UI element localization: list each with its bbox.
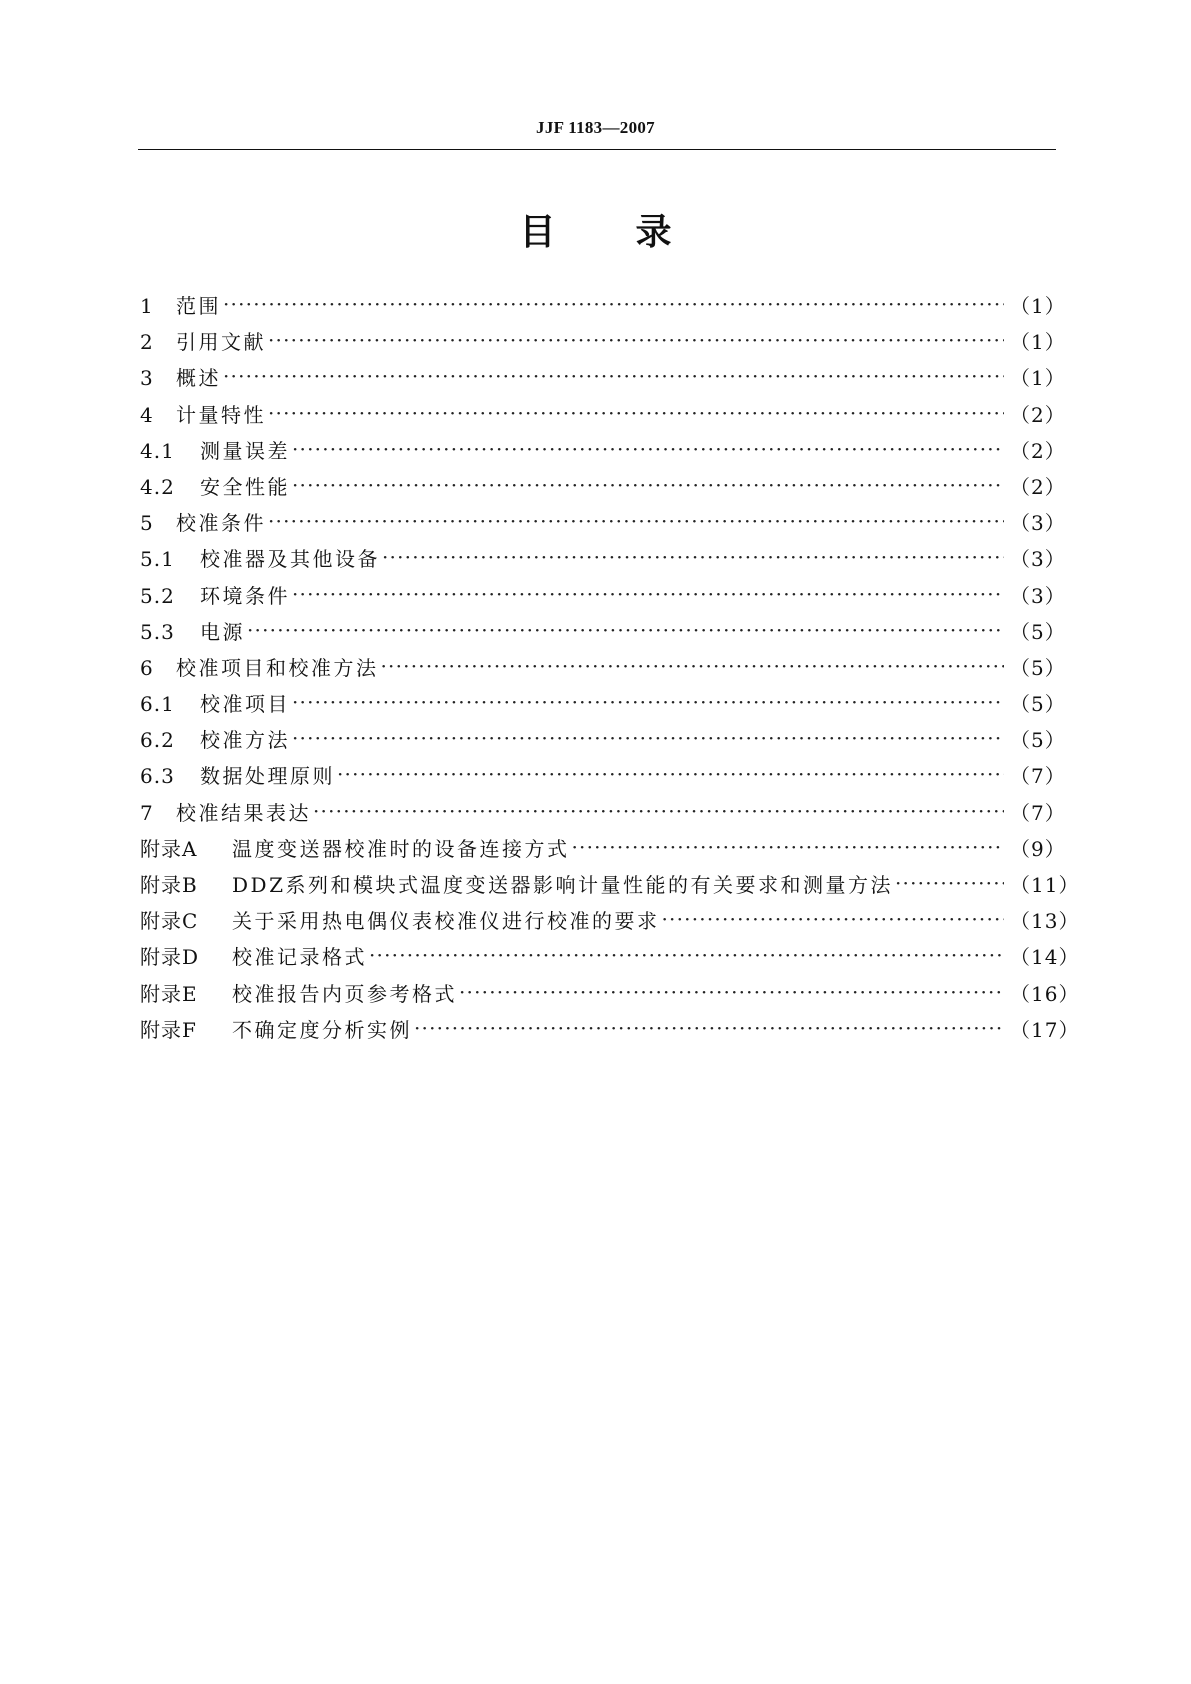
toc-entry-page: （1） bbox=[1010, 366, 1066, 391]
toc-dot-leader bbox=[292, 474, 1004, 494]
toc-entry-number: 6.2 bbox=[140, 728, 175, 753]
toc-entry[interactable] bbox=[140, 797, 1066, 833]
toc-entry-page: （17） bbox=[1010, 1017, 1080, 1042]
toc-dot-leader bbox=[572, 836, 1005, 856]
toc-entry-number: 7 bbox=[140, 800, 154, 825]
toc-entry-title: 测量误差 bbox=[200, 438, 290, 463]
toc-dot-leader bbox=[292, 438, 1004, 458]
toc-entry-number: 4.2 bbox=[140, 474, 175, 499]
toc-dot-leader bbox=[268, 402, 1004, 422]
toc-dot-leader bbox=[313, 800, 1004, 820]
toc-entry-title: 温度变送器校准时的设备连接方式 bbox=[232, 836, 570, 861]
toc-entry-title: 校准结果表达 bbox=[176, 800, 311, 825]
toc-dot-leader bbox=[268, 510, 1004, 530]
toc-dot-leader bbox=[292, 727, 1004, 747]
toc-entry-title: 电源 bbox=[200, 619, 245, 644]
toc-entry-page: （3） bbox=[1010, 511, 1066, 536]
toc-entry-title: 引用文献 bbox=[176, 330, 266, 355]
toc-entry-title: 关于采用热电偶仪表校准仪进行校准的要求 bbox=[232, 909, 660, 934]
toc-entry[interactable] bbox=[140, 978, 1080, 1014]
toc-entry-page: （5） bbox=[1010, 619, 1066, 644]
toc-dot-leader bbox=[382, 546, 1004, 566]
toc-entry-page: （3） bbox=[1010, 583, 1066, 608]
toc-entry-page: （7） bbox=[1010, 764, 1066, 789]
toc-entry[interactable] bbox=[140, 507, 1066, 543]
toc-entry[interactable] bbox=[140, 543, 1066, 579]
toc-entry[interactable] bbox=[140, 833, 1066, 869]
toc-dot-leader bbox=[292, 583, 1004, 603]
toc-dot-leader bbox=[247, 619, 1004, 639]
toc-entry-number: 2 bbox=[140, 330, 154, 355]
toc-entry-number: 5 bbox=[140, 511, 154, 536]
toc-entry-title: 校准器及其他设备 bbox=[200, 547, 380, 572]
toc-entry-page: （5） bbox=[1010, 692, 1066, 717]
toc-dot-leader bbox=[381, 655, 1005, 675]
toc-dot-leader bbox=[268, 329, 1004, 349]
title-char-2: 录 bbox=[635, 212, 672, 253]
toc-entry-page: （2） bbox=[1010, 438, 1066, 463]
toc-entry[interactable] bbox=[140, 616, 1066, 652]
toc-entry[interactable] bbox=[140, 941, 1080, 977]
toc-entry-title: 安全性能 bbox=[200, 474, 290, 499]
toc-entry-title: 范围 bbox=[176, 294, 221, 318]
toc-dot-leader bbox=[223, 293, 1004, 313]
toc-entry[interactable] bbox=[140, 652, 1066, 688]
toc-entry-title: 环境条件 bbox=[200, 583, 290, 608]
toc-dot-leader bbox=[459, 981, 1004, 1001]
toc-entry[interactable] bbox=[140, 905, 1080, 941]
toc-entry-title: DDZ系列和模块式温度变送器影响计量性能的有关要求和测量方法 bbox=[232, 873, 893, 897]
toc-entry-title: 校准报告内页参考格式 bbox=[232, 981, 457, 1006]
toc-entry[interactable] bbox=[140, 290, 1066, 326]
toc-entry-number: 附录E bbox=[140, 981, 198, 1006]
toc-entry-title: 校准项目和校准方法 bbox=[176, 655, 379, 680]
toc-entry[interactable] bbox=[140, 724, 1066, 760]
toc-entry-number: 4.1 bbox=[140, 438, 175, 463]
toc-dot-leader bbox=[895, 872, 1004, 892]
toc-entry[interactable] bbox=[140, 1014, 1080, 1050]
toc-dot-leader bbox=[414, 1017, 1004, 1037]
page-title bbox=[0, 204, 1191, 255]
toc-entry[interactable] bbox=[140, 326, 1066, 362]
toc-entry-page: （11） bbox=[1010, 873, 1080, 897]
toc-entry-number: 附录C bbox=[140, 909, 199, 934]
toc-entry-page: （3） bbox=[1010, 547, 1066, 572]
toc-entry[interactable] bbox=[140, 760, 1066, 796]
toc-entry-number: 附录D bbox=[140, 945, 200, 970]
toc-entry-number: 5.1 bbox=[140, 547, 175, 572]
toc-entry-number: 6.1 bbox=[140, 692, 175, 717]
toc-entry-title: 校准条件 bbox=[176, 511, 266, 536]
toc-entry-page: （13） bbox=[1010, 909, 1080, 934]
toc-entry-title: 校准项目 bbox=[200, 692, 290, 717]
toc-entry[interactable] bbox=[140, 435, 1066, 471]
toc-entry-title: 概述 bbox=[176, 366, 221, 391]
toc-entry[interactable] bbox=[140, 399, 1066, 435]
toc-entry-title: 校准方法 bbox=[200, 728, 290, 753]
table-of-contents bbox=[140, 290, 1080, 1050]
toc-entry-page: （5） bbox=[1010, 728, 1066, 753]
toc-entry-page: （7） bbox=[1010, 800, 1066, 825]
header-rule bbox=[138, 149, 1056, 150]
toc-entry-number: 5.3 bbox=[140, 619, 175, 644]
toc-dot-leader bbox=[223, 365, 1004, 385]
toc-entry-number: 6 bbox=[140, 655, 154, 680]
toc-entry-title: 不确定度分析实例 bbox=[232, 1017, 412, 1042]
toc-entry-number: 6.3 bbox=[140, 764, 175, 789]
toc-entry-title: 计量特性 bbox=[176, 402, 266, 427]
toc-entry-number: 4 bbox=[140, 402, 154, 427]
toc-dot-leader bbox=[369, 944, 1004, 964]
toc-entry-page: （2） bbox=[1010, 402, 1066, 427]
toc-entry-number: 5.2 bbox=[140, 583, 175, 608]
toc-entry-title: 数据处理原则 bbox=[200, 764, 335, 789]
toc-dot-leader bbox=[662, 908, 1005, 928]
toc-entry-number: 附录F bbox=[140, 1017, 197, 1042]
toc-entry-page: （1） bbox=[1010, 294, 1066, 318]
toc-entry-number: 3 bbox=[140, 366, 154, 391]
toc-entry-page: （9） bbox=[1010, 836, 1066, 861]
toc-entry-page: （16） bbox=[1010, 981, 1080, 1006]
toc-entry[interactable] bbox=[140, 869, 1080, 905]
toc-entry-page: （14） bbox=[1010, 945, 1080, 970]
toc-entry-page: （2） bbox=[1010, 474, 1066, 499]
toc-entry-title: 校准记录格式 bbox=[232, 945, 367, 970]
toc-dot-leader bbox=[337, 763, 1004, 783]
toc-entry[interactable] bbox=[140, 362, 1066, 398]
toc-entry[interactable] bbox=[140, 471, 1066, 507]
document-code-header: JJF 1183—2007 bbox=[536, 118, 655, 137]
toc-entry-number: 1 bbox=[140, 294, 154, 318]
title-char-1: 目 bbox=[519, 212, 556, 253]
toc-entry-page: （5） bbox=[1010, 655, 1066, 680]
toc-entry-number: 附录A bbox=[140, 836, 198, 861]
toc-entry-number: 附录B bbox=[140, 873, 198, 897]
toc-dot-leader bbox=[292, 691, 1004, 711]
toc-entry-page: （1） bbox=[1010, 330, 1066, 355]
toc-entry[interactable] bbox=[140, 688, 1066, 724]
toc-entry[interactable] bbox=[140, 580, 1066, 616]
